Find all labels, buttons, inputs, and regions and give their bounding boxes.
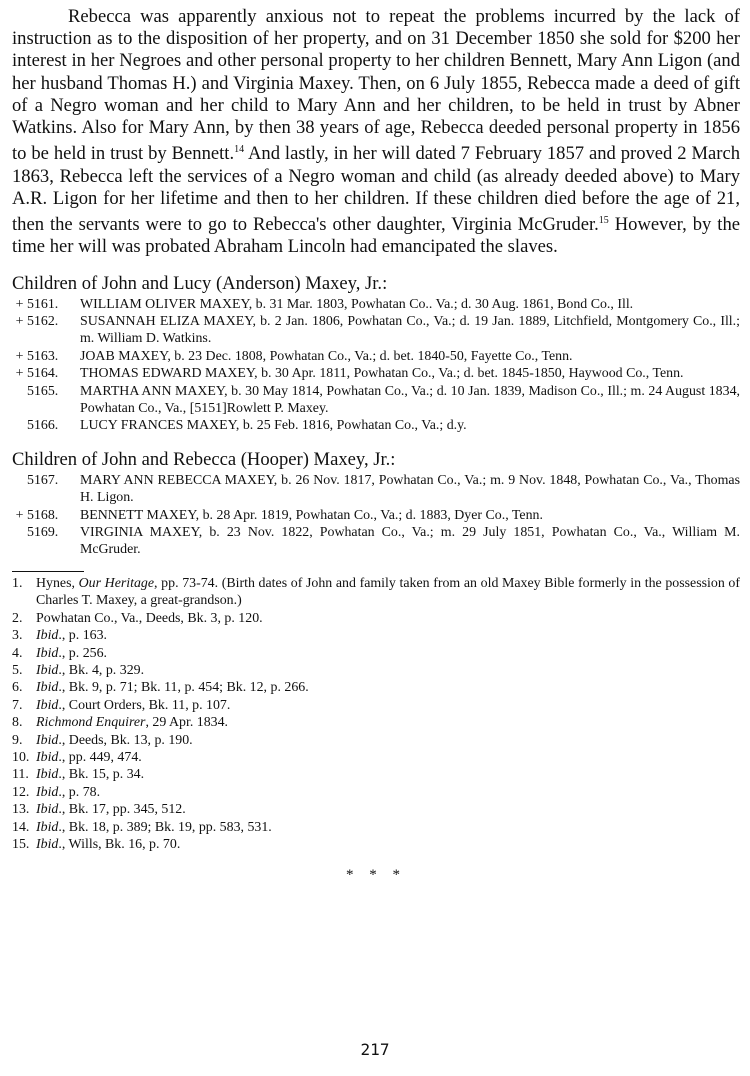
paragraph-text-end: However, by the time her will was probated Abraham Lincoln had emancipated the slaves. [12,214,740,258]
entry-text: WILLIAM OLIVER MAXEY, b. 31 Mar. 1803, Powhatan Co.. Va.; d. 30 Aug. 1861, Bond Co., Ill. [80,296,634,312]
footnote-ref: 14 [234,144,245,156]
entry-text: LUCY FRANCES MAXEY, b. 25 Feb. 1816, Powhatan Co., Va.; d.y. [80,418,467,434]
footnote-italic: Ibid [36,697,59,713]
children-list [12,472,740,559]
list-item [12,313,740,348]
footnote-number: 10. [12,749,30,765]
footnote-italic: Ibid [36,732,59,748]
entry-text: THOMAS EDWARD MAXEY, b. 30 Apr. 1811, Powhatan Co., Va.; d. bet. 1845-1850, Haywood Co., Tenn. [80,366,684,382]
footnote-text: ., Bk. 18, p. 389; Bk. 19, pp. 583, 531. [58,819,272,835]
entry-number: 5163. [27,348,59,364]
footnote-text: ., Bk. 17, pp. 345, 512. [58,802,186,818]
footnote [12,679,740,696]
footnote-number: 3. [12,628,23,644]
footnote [12,732,740,749]
entry-number: 5166. [27,418,59,434]
entry-number: 5161. [27,296,59,312]
footnote-text: ., Bk. 15, p. 34. [58,767,145,783]
list-item [12,365,740,382]
footnote-number: 8. [12,715,23,731]
entry-text: JOAB MAXEY, b. 23 Dec. 1808, Powhatan Co., Va.; d. bet. 1840-50, Fayette Co., Tenn. [80,348,573,364]
entry-text: SUSANNAH ELIZA MAXEY, b. 2 Jan. 1806, Powhatan Co., Va.; d. 19 Jan. 1889, Litchfield, Montgomery Co., Ill.; m. William D. Watkins. [80,314,740,347]
section-heading: Children of John and Lucy (Anderson) Maxey, Jr.: [12,272,388,294]
entry-number: 5169. [27,525,59,541]
footnote-number: 11. [12,767,29,783]
footnote [12,610,740,627]
list-item [12,296,740,313]
footnote [12,627,740,644]
footnote-text: ., p. 78. [58,784,101,800]
list-item [12,348,740,365]
footnote [12,801,740,818]
list-item [12,507,740,524]
footnote-text: ., pp. 449, 474. [58,749,142,765]
footnote-text: , 29 Apr. 1834. [145,715,229,731]
footnote-number: 13. [12,802,30,818]
footnotes-list [12,575,740,854]
footnote-italic: Richmond Enquirer [36,715,146,731]
section-heading: Children of John and Rebecca (Hooper) Maxey, Jr.: [12,448,396,470]
footnote-italic: Ibid [36,680,59,696]
footnote-text: Hynes, [36,575,79,591]
paragraph-text-cont: And lastly, in her will dated 7 February 1857 and proved 2 March 1863, Rebecca left the services of a Negro woman and child (as already deeded above) to Mary A.R. Ligon for her lifetime and then to her children. If these children died before the age of 21, then the servants were to go to Rebecca's other daughter, Virginia McGruder. [12,143,741,236]
footnote [12,836,740,853]
footnote-number: 15. [12,836,30,852]
footnote [12,714,740,731]
footnote-italic: Ibid [36,819,59,835]
footnote-text: , pp. 73-74. (Birth dates of John and family taken from an old Maxey Bible formerly in the possession of Charles T. Maxey, a great-grandson.) [36,575,740,609]
entry-number: 5162. [27,314,59,330]
footnote-text: ., Deeds, Bk. 13, p. 190. [58,732,193,748]
footnote [12,575,740,610]
page-number: 217 [360,1040,390,1059]
children-list [12,296,740,435]
footnote-number: 6. [12,680,23,696]
body-paragraph [12,6,740,259]
footnote [12,749,740,766]
entry-text: VIRGINIA MAXEY, b. 23 Nov. 1822, Powhatan Co., Va.; m. 29 July 1851, Powhatan Co., Va., William M. McGruder. [80,525,740,558]
footnote-italic: Ibid [36,802,59,818]
footnote-number: 2. [12,610,23,626]
section-break: * * * [346,867,406,884]
footnote [12,819,740,836]
list-item [12,417,740,434]
footnote-italic: Ibid [36,645,59,661]
footnote [12,784,740,801]
footnote-italic: Ibid [36,749,59,765]
footnote-text: ., p. 163. [58,628,108,644]
footnote [12,697,740,714]
descendant-marker: + [15,507,24,523]
footnote-number: 9. [12,732,23,748]
document-page [12,6,740,884]
footnote-text: ., Bk. 4, p. 329. [58,662,145,678]
footnote-divider [12,571,84,572]
footnote-number: 14. [12,819,30,835]
entry-number: 5168. [27,507,59,523]
footnote-number: 1. [12,575,23,591]
list-item [12,383,740,418]
paragraph-text: Rebecca was apparently anxious not to repeat the problems incurred by the lack of instruction as to the disposition of her property, and on 31 December 1850 she sold for $200 her interest in her Negroes and other personal property to her children Bennett, Mary Ann Ligon (and her husband Thomas H.) and Virginia Maxey. Then, on 6 July 1855, Rebecca made a deed of gift of a Negro woman and her child to Mary Ann and her children, to be held in trust by Abner Watkins. Also for Mary Ann, by then 38 years of age, Rebecca deeded personal property in 1856 to be held in trust by Bennett. [12,6,740,165]
list-item [12,524,740,559]
footnote-text: ., p. 256. [58,645,108,661]
descendant-marker: + [15,296,24,312]
footnote [12,645,740,662]
entry-number: 5165. [27,383,59,399]
footnote [12,662,740,679]
footnote-italic: Our Heritage [78,575,155,591]
footnote-number: 7. [12,697,23,713]
entry-text: MARTHA ANN MAXEY, b. 30 May 1814, Powhatan Co., Va.; d. 10 Jan. 1839, Madison Co., Ill.; m. 24 August 1834, Powhatan Co., Va., [5151]Rowlett P. Maxey. [80,383,740,417]
descendant-marker: + [15,348,24,364]
footnote-italic: Ibid [36,628,59,644]
footnote-italic: Ibid [36,836,59,852]
footnote-italic: Ibid [36,767,59,783]
descendant-marker: + [15,366,24,382]
footnote [12,766,740,783]
descendant-marker: + [15,314,24,330]
footnote-text: Powhatan Co., Va., Deeds, Bk. 3, p. 120. [36,610,263,626]
footnote-number: 4. [12,645,23,661]
list-item [12,472,740,507]
footnote-ref: 15 [598,215,609,227]
footnote-italic: Ibid [36,662,59,678]
entry-number: 5164. [27,366,59,382]
entry-text: MARY ANN REBECCA MAXEY, b. 26 Nov. 1817, Powhatan Co., Va.; m. 9 Nov. 1848, Powhatan Co., Va., Thomas H. Ligon. [80,472,740,506]
footnote-text: ., Wills, Bk. 16, p. 70. [58,836,181,852]
footnote-text: ., Court Orders, Bk. 11, p. 107. [58,697,231,713]
footnote-number: 5. [12,662,23,678]
entry-text: BENNETT MAXEY, b. 28 Apr. 1819, Powhatan Co., Va.; d. 1883, Dyer Co., Tenn. [80,507,543,523]
entry-number: 5167. [27,472,59,488]
footnote-number: 12. [12,784,30,800]
footnote-italic: Ibid [36,784,59,800]
footnote-text: ., Bk. 9, p. 71; Bk. 11, p. 454; Bk. 12, p. 266. [58,680,309,696]
